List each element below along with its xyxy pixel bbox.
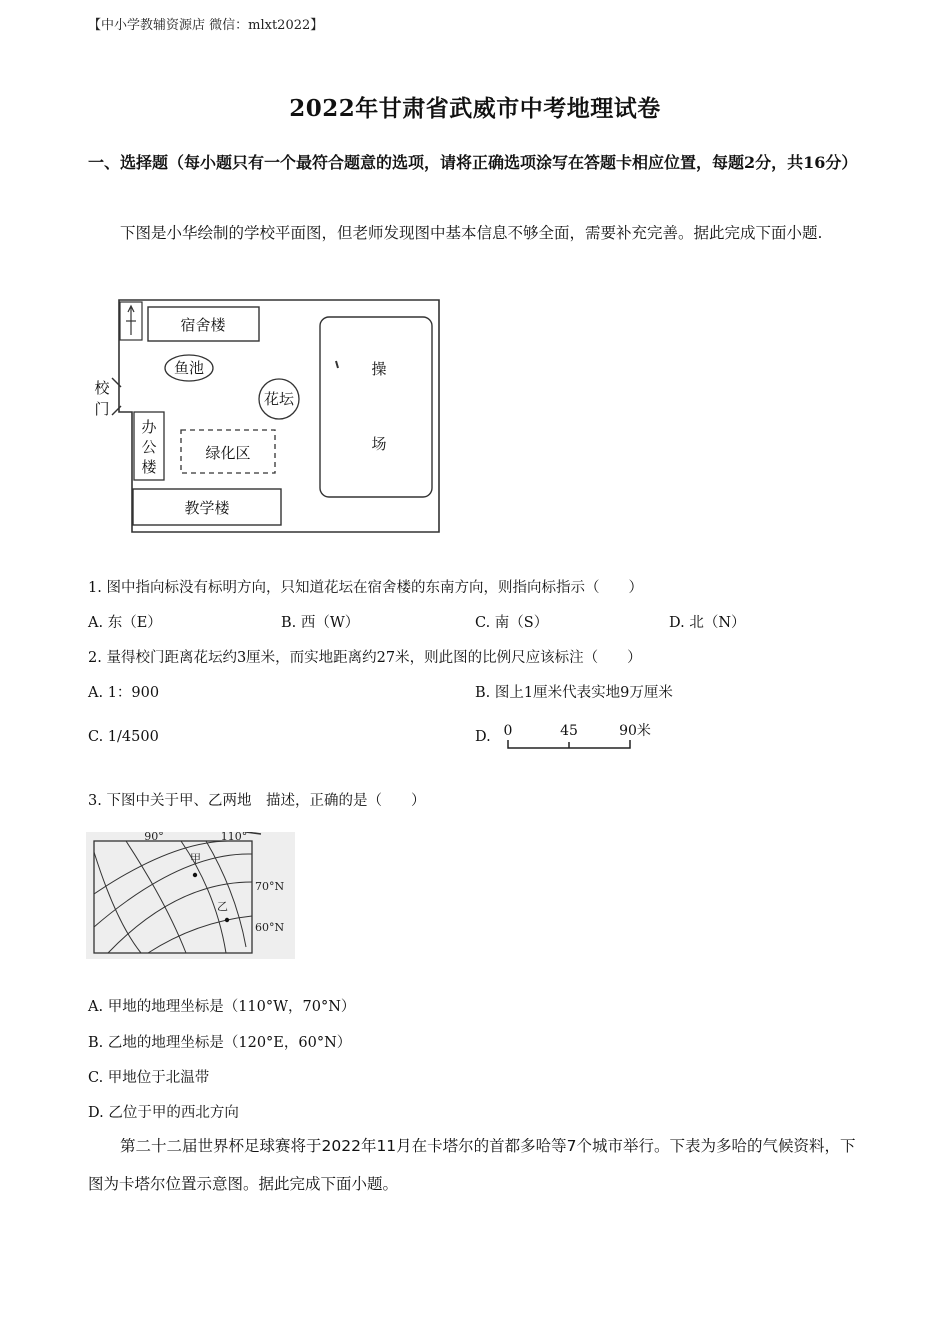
lon-label-110: 110° (220, 832, 248, 843)
teach-label: 教学楼 (184, 499, 230, 517)
latlon-grid-figure (86, 832, 295, 959)
q3-stem: 3. 下图中关于甲、乙两地 描述，正确的是（ ） (88, 793, 426, 809)
gate-label-1: 校 (94, 379, 110, 397)
office-label-2: 公 (141, 438, 157, 456)
playground-label-1: 操 (371, 360, 387, 378)
school-map-figure (88, 295, 448, 540)
q2-option-a: A. 1：900 (88, 685, 160, 701)
intro-paragraph-1: 下图是小华绘制的学校平面图，但老师发现图中基本信息不够全面，需要补充完善。据此完成下面小题. (120, 224, 823, 242)
q2-option-d: D. (475, 729, 491, 745)
q1-option-a: A. 东（E） (88, 615, 162, 631)
q2-stem: 2. 量得校门距离花坛约3厘米，而实地距离约27米，则此图的比例尺应该标注（ ） (88, 650, 642, 666)
q3-option-d: D. 乙位于甲的西北方向 (88, 1105, 239, 1121)
lat-label-60: 60°N (255, 921, 285, 934)
green-label: 绿化区 (205, 444, 251, 462)
q1-option-c: C. 南（S） (475, 615, 549, 631)
section-heading: 一、选择题（每小题只有一个最符合题意的选项，请将正确选项涂写在答题卡相应位置，每题2分，共16分） (88, 153, 858, 172)
q1-stem: 1. 图中指向标没有标明方向，只知道花坛在宿舍楼的东南方向，则指向标指示（ ） (88, 580, 643, 596)
scale-bar-figure (500, 718, 660, 754)
point-jia-label: 甲 (190, 852, 201, 865)
q2-option-b: B. 图上1厘米代表实地9万厘米 (475, 685, 673, 701)
scale-label-90: 90米 (619, 723, 651, 739)
point-yi-label: 乙 (217, 900, 228, 913)
page-title: 2022年甘肃省武威市中考地理试卷 (289, 95, 661, 122)
q3-option-b: B. 乙地的地理坐标是（120°E，60°N） (88, 1035, 352, 1051)
q1-option-d: D. 北（N） (669, 615, 746, 631)
q2-option-c: C. 1/4500 (88, 729, 159, 745)
playground-label-2: 场 (371, 435, 387, 453)
q1-option-b: B. 西（W） (281, 615, 360, 631)
lon-label-90: 90° (144, 832, 164, 843)
gate-label-2: 门 (94, 400, 110, 418)
q3-option-c: C. 甲地位于北温带 (88, 1070, 210, 1086)
flower-label: 花坛 (263, 390, 295, 408)
lat-label-70: 70°N (255, 880, 285, 893)
page-header: 【中小学教辅资源店 微信：mlxt2022】 (88, 18, 324, 33)
pond-label: 鱼池 (173, 359, 205, 377)
intro-paragraph-2: 第二十二届世界杯足球赛将于2022年11月在卡塔尔的首都多哈等7个城市举行。下表为多哈的气候资料，下图为卡塔尔位置示意图。据此完成下面小题。 (88, 1137, 856, 1193)
office-label-1: 办 (141, 418, 157, 436)
scale-label-0: 0 (503, 723, 513, 739)
office-label-3: 楼 (141, 458, 157, 476)
scale-label-45: 45 (560, 723, 578, 739)
q3-option-a: A. 甲地的地理坐标是（110°W，70°N） (88, 999, 356, 1015)
dorm-label: 宿舍楼 (180, 316, 226, 334)
